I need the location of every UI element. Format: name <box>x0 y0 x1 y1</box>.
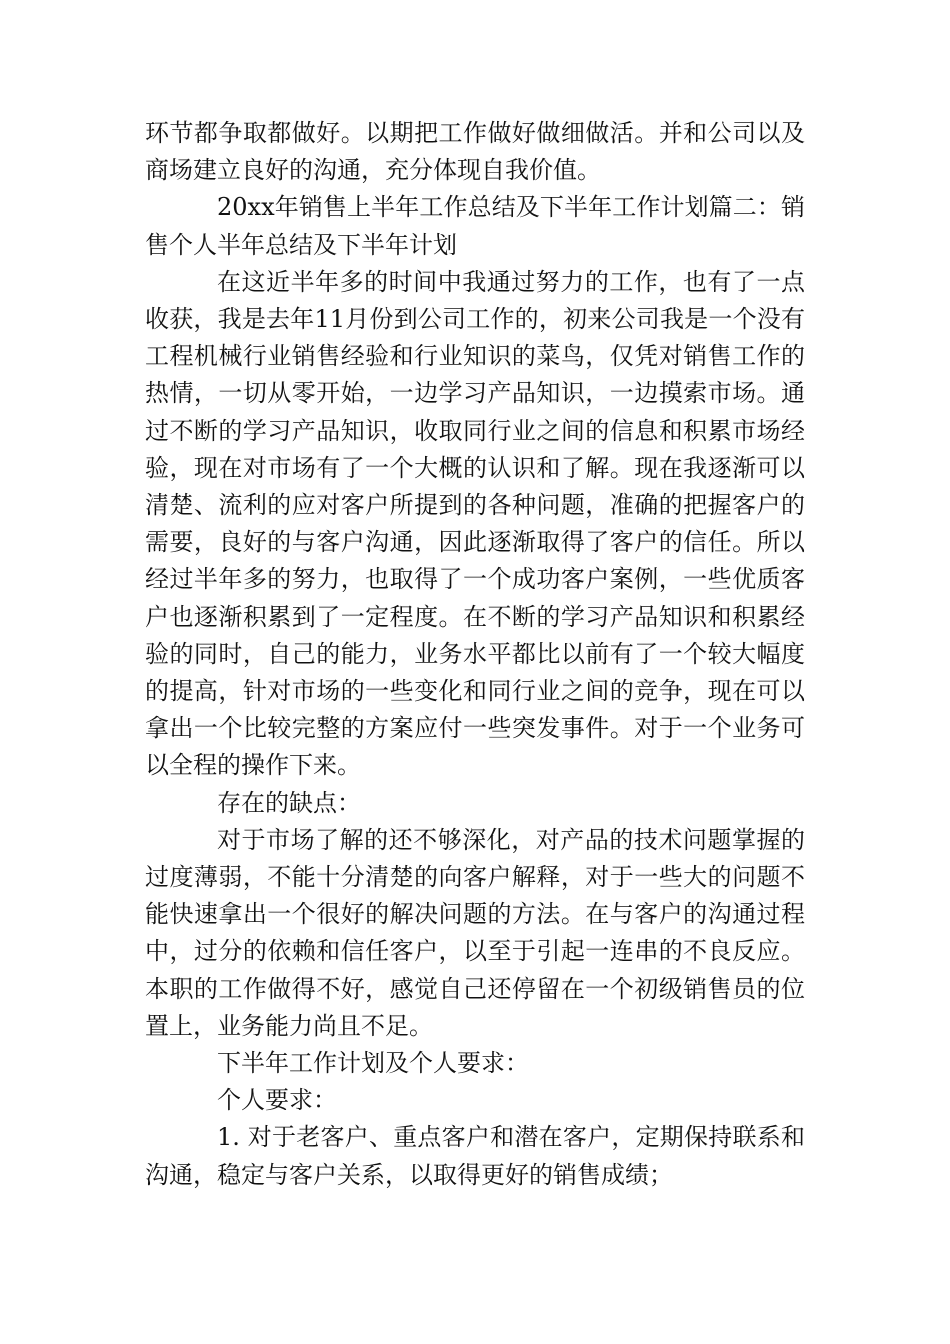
shortcomings-heading: 存在的缺点： <box>217 788 361 817</box>
document-body <box>145 115 805 1194</box>
plan-heading: 下半年工作计划及个人要求： <box>217 1049 529 1078</box>
paragraph-1: 环节都争取都做好。以期把工作做好做细做活。并和公司以及商场建立良好的沟通，充分体现自我价值。 <box>145 119 805 185</box>
requirements-heading: 个人要求： <box>217 1086 337 1115</box>
paragraph-summary: 在这近半年多的时间中我通过努力的工作，也有了一点收获，我是去年11月份到公司工作的，初来公司我是一个没有工程机械行业销售经验和行业知识的菜鸟，仅凭对销售工作的热情，一切从零开始，一边学习产品知识，一边摸索市场。通过不断的学习产品知识，收取同行业之间的信息和积累市场经验，现在对市场有了一个大概的认识和了解。现在我逐渐可以清楚、流利的应对客户所提到的各种问题，准确的把握客户的需要，良好的与客户沟通，因此逐渐取得了客户的信任。所以经过半年多的努力，也取得了一个成功客户案例，一些优质客户也逐渐积累到了一定程度。在不断的学习产品知识和积累经验的同时，自己的能力，业务水平都比以前有了一个较大幅度的提高，针对市场的一些变化和同行业之间的竞争，现在可以拿出一个比较完整的方案应付一些突发事件。对于一个业务可以全程的操作下来。 <box>145 267 805 780</box>
list-item-1: 1. 对于老客户、重点客户和潜在客户，定期保持联系和沟通，稳定与客户关系，以取得更好的销售成绩； <box>145 1123 805 1189</box>
section-heading: 20xx年销售上半年工作总结及下半年工作计划篇二：销售个人半年总结及下半年计划 <box>145 193 805 259</box>
paragraph-shortcomings: 对于市场了解的还不够深化，对产品的技术问题掌握的过度薄弱，不能十分清楚的向客户解释，对于一些大的问题不能快速拿出一个很好的解决问题的方法。在与客户的沟通过程中，过分的依赖和信任客户，以至于引起一连串的不良反应。本职的工作做得不好，感觉自己还停留在一个初级销售员的位置上，业务能力尚且不足。 <box>145 825 805 1040</box>
